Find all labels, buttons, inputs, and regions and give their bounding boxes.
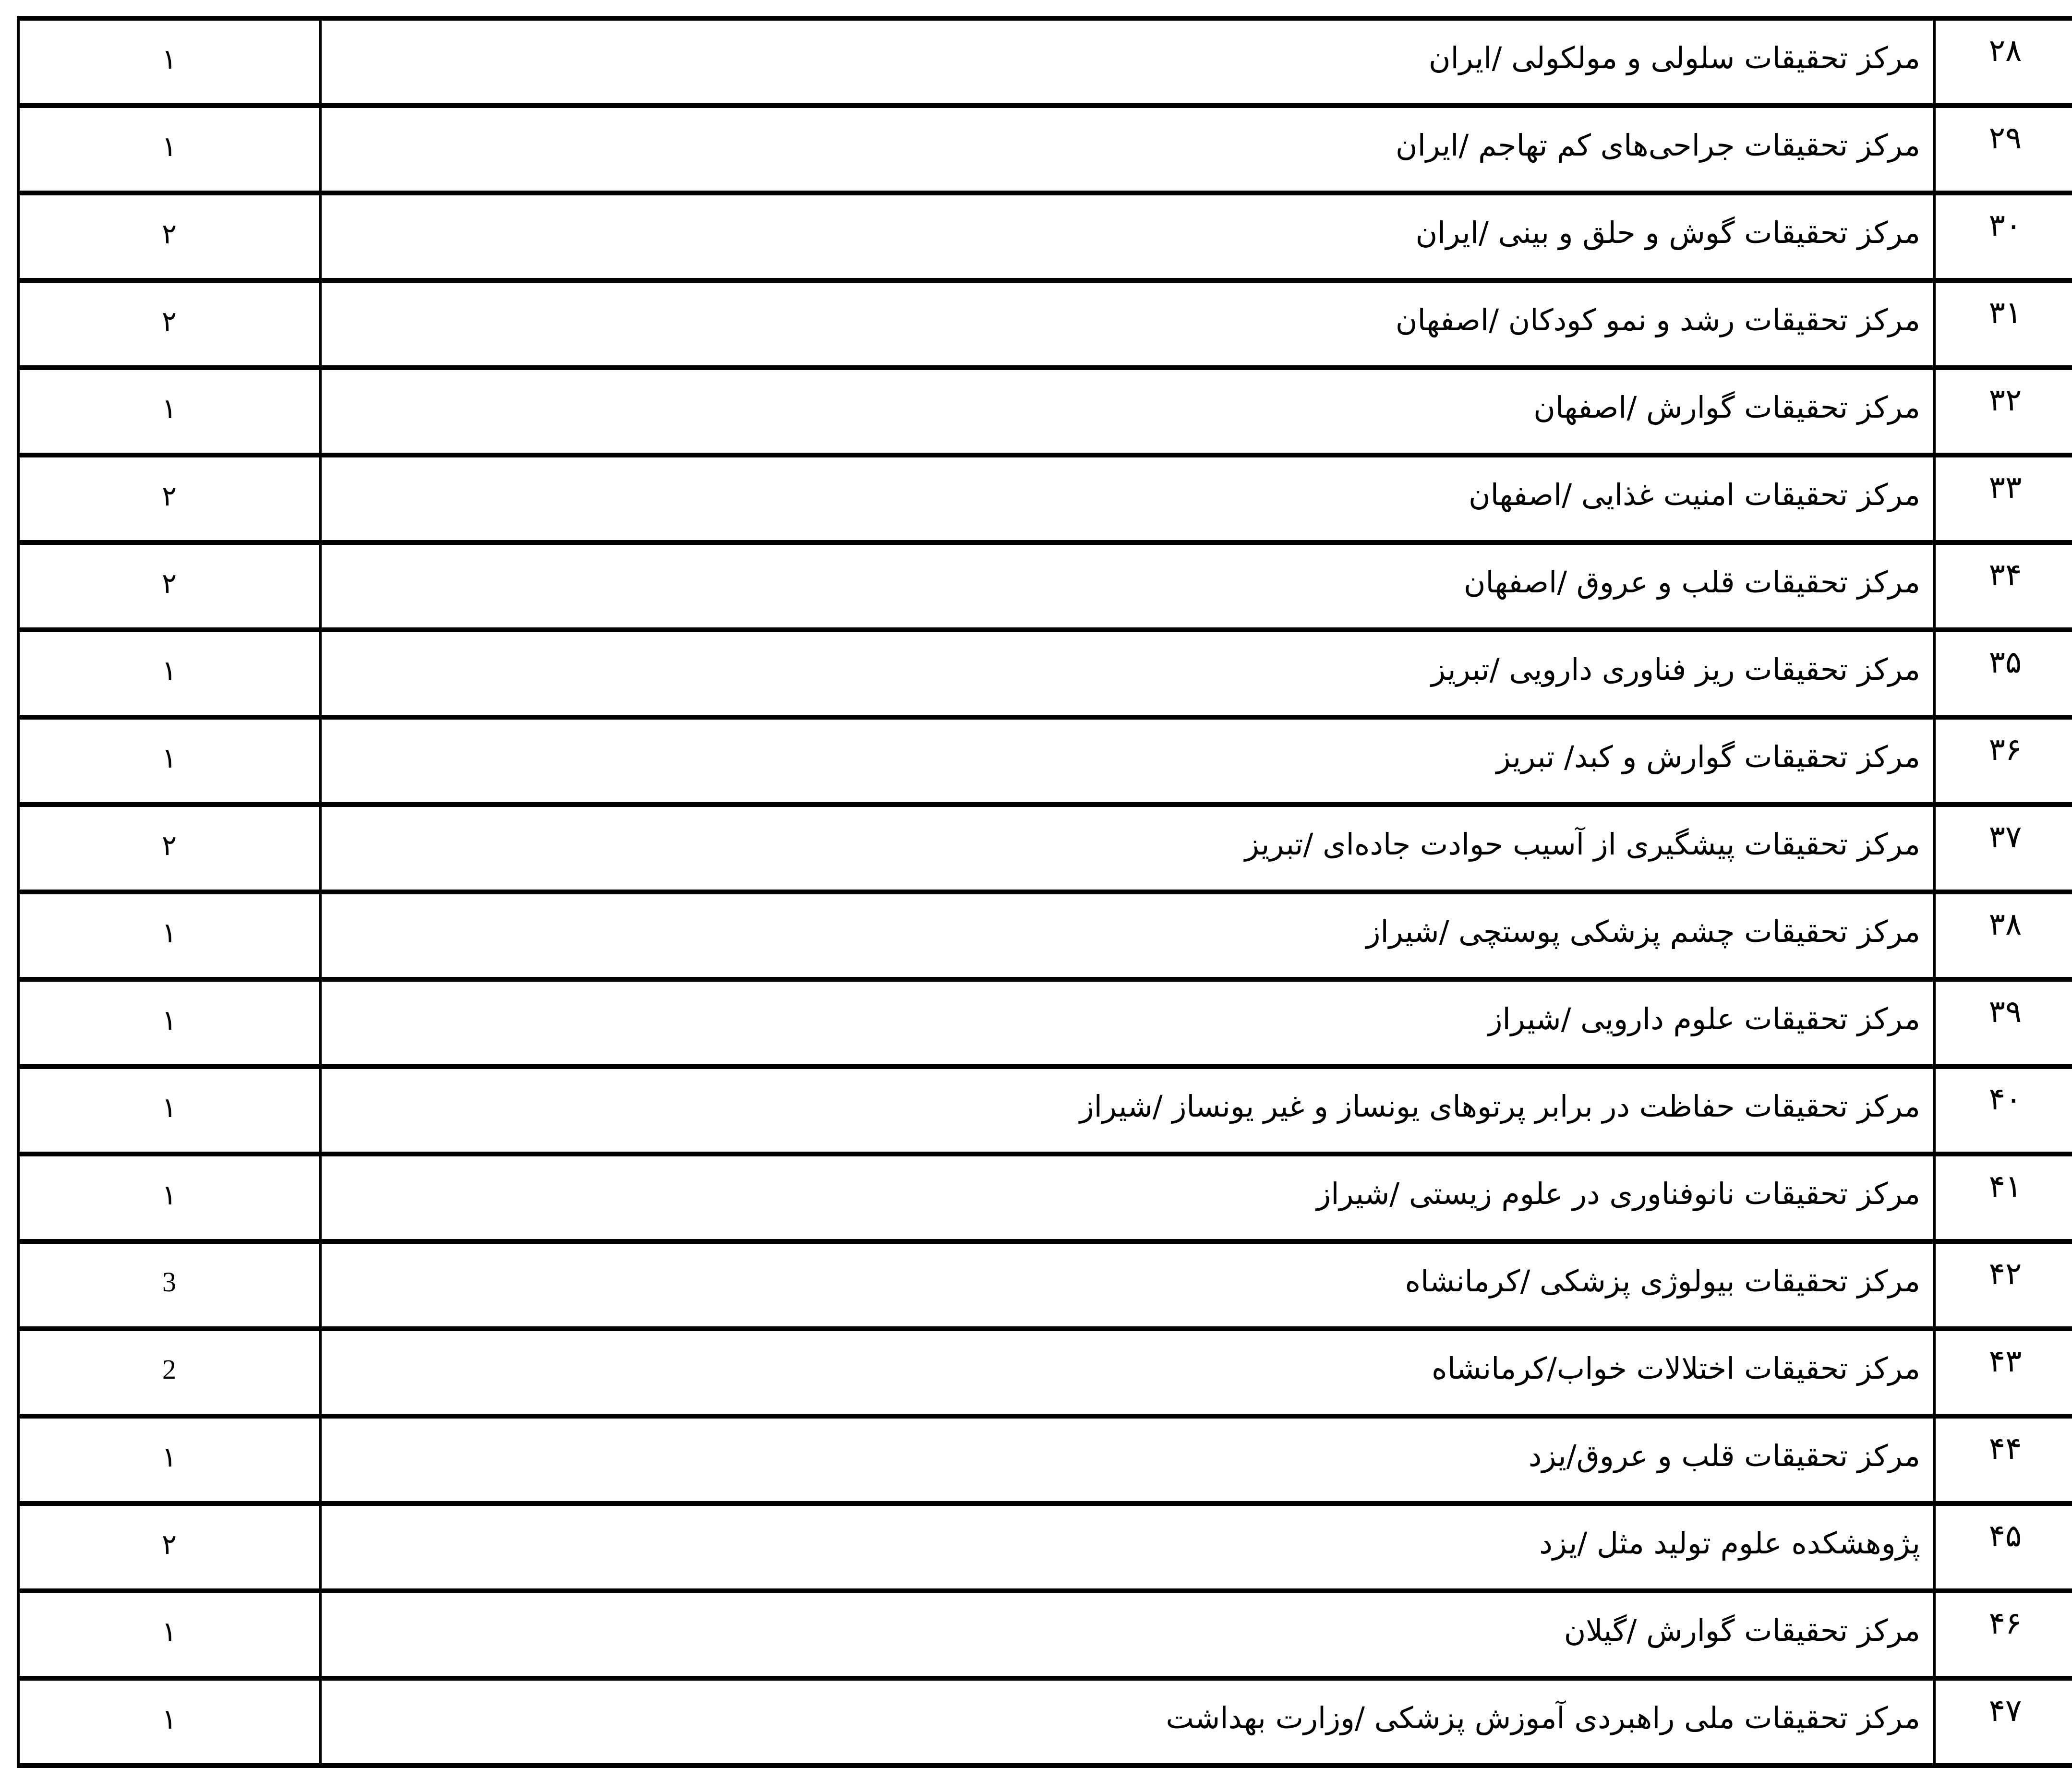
center-name-cell: مرکز تحقیقات پیشگیری از آسیب حوادت جاده‌ای /تبریز <box>320 805 1934 892</box>
table-row <box>18 542 2072 630</box>
table-row <box>18 630 2072 717</box>
count-cell: ۱ <box>18 1154 320 1241</box>
count-cell: ۱ <box>18 630 320 717</box>
table-row <box>18 106 2072 193</box>
row-number-cell: ۴۱ <box>1934 1154 2072 1241</box>
center-name-cell: مرکز تحقیقات قلب و عروق/یزد <box>320 1416 1934 1503</box>
row-number-cell: ۴۷ <box>1934 1678 2072 1766</box>
count-cell: ۲ <box>18 280 320 368</box>
table-row <box>18 1241 2072 1329</box>
table-row <box>18 280 2072 368</box>
center-name-cell: مرکز تحقیقات نانوفناوری در علوم زیستی /شیراز <box>320 1154 1934 1241</box>
count-cell: ۲ <box>18 542 320 630</box>
row-number-cell: ۳۷ <box>1934 805 2072 892</box>
row-number-cell: ۲۸ <box>1934 18 2072 106</box>
row-number-cell: ۴۴ <box>1934 1416 2072 1503</box>
table-row <box>18 805 2072 892</box>
table-row <box>18 1154 2072 1241</box>
count-cell: ۱ <box>18 717 320 805</box>
center-name-cell: مرکز تحقیقات سلولی و مولکولی /ایران <box>320 18 1934 106</box>
row-number-cell: ۲۹ <box>1934 106 2072 193</box>
count-cell: ۱ <box>18 368 320 455</box>
count-cell: ۱ <box>18 892 320 979</box>
table-row <box>18 1067 2072 1154</box>
table-row <box>18 455 2072 542</box>
row-number-cell: ۴۶ <box>1934 1591 2072 1678</box>
row-number-cell: ۳۱ <box>1934 280 2072 368</box>
row-number-cell: ۳۴ <box>1934 542 2072 630</box>
center-name-cell: مرکز تحقیقات امنیت غذایی /اصفهان <box>320 455 1934 542</box>
count-cell: 2 <box>18 1329 320 1416</box>
table-row <box>18 1503 2072 1591</box>
row-number-cell: ۴۲ <box>1934 1241 2072 1329</box>
center-name-cell: مرکز تحقیقات بیولوژی پزشکی /کرمانشاه <box>320 1241 1934 1329</box>
row-number-cell: ۴۳ <box>1934 1329 2072 1416</box>
row-number-cell: ۳۲ <box>1934 368 2072 455</box>
table-row <box>18 892 2072 979</box>
count-cell: ۱ <box>18 106 320 193</box>
center-name-cell: مرکز تحقیقات گوارش /اصفهان <box>320 368 1934 455</box>
row-number-cell: ۳۹ <box>1934 979 2072 1067</box>
table-row <box>18 717 2072 805</box>
count-cell: ۱ <box>18 1591 320 1678</box>
center-name-cell: مرکز تحقیقات ریز فناوری دارویی /تبریز <box>320 630 1934 717</box>
row-number-cell: ۴۵ <box>1934 1503 2072 1591</box>
row-number-cell: ۳۸ <box>1934 892 2072 979</box>
center-name-cell: مرکز تحقیقات گوش و حلق و بینی /ایران <box>320 193 1934 280</box>
center-name-cell: مرکز تحقیقات حفاظت در برابر پرتوهای یونساز و غیر یونساز /شیراز <box>320 1067 1934 1154</box>
row-number-cell: ۳۰ <box>1934 193 2072 280</box>
count-cell: ۲ <box>18 805 320 892</box>
table-row <box>18 18 2072 106</box>
research-centers-table <box>17 16 2072 1768</box>
table-row <box>18 368 2072 455</box>
row-number-cell: ۳۳ <box>1934 455 2072 542</box>
table-row <box>18 1678 2072 1766</box>
center-name-cell: مرکز تحقیقات ملی راهبردی آموزش پزشکی /وزارت بهداشت <box>320 1678 1934 1766</box>
row-number-cell: ۴۰ <box>1934 1067 2072 1154</box>
count-cell: ۱ <box>18 1067 320 1154</box>
center-name-cell: مرکز تحقیقات اختلالات خواب/کرمانشاه <box>320 1329 1934 1416</box>
count-cell: ۱ <box>18 1678 320 1766</box>
count-cell: ۱ <box>18 979 320 1067</box>
count-cell: ۲ <box>18 193 320 280</box>
count-cell: ۲ <box>18 455 320 542</box>
count-cell: ۲ <box>18 1503 320 1591</box>
center-name-cell: مرکز تحقیقات علوم دارویی /شیراز <box>320 979 1934 1067</box>
center-name-cell: پژوهشکده علوم تولید مثل /یزد <box>320 1503 1934 1591</box>
center-name-cell: مرکز تحقیقات قلب و عروق /اصفهان <box>320 542 1934 630</box>
center-name-cell: مرکز تحقیقات رشد و نمو کودکان /اصفهان <box>320 280 1934 368</box>
table-row <box>18 1591 2072 1678</box>
table-row <box>18 1416 2072 1503</box>
row-number-cell: ۳۶ <box>1934 717 2072 805</box>
count-cell: ۱ <box>18 1416 320 1503</box>
center-name-cell: مرکز تحقیقات جراحی‌های کم تهاجم /ایران <box>320 106 1934 193</box>
count-cell: 3 <box>18 1241 320 1329</box>
table-row <box>18 1329 2072 1416</box>
row-number-cell: ۳۵ <box>1934 630 2072 717</box>
table-row <box>18 193 2072 280</box>
table-row <box>18 979 2072 1067</box>
count-cell: ۱ <box>18 18 320 106</box>
center-name-cell: مرکز تحقیقات گوارش و کبد/ تبریز <box>320 717 1934 805</box>
center-name-cell: مرکز تحقیقات چشم پزشکی پوستچی /شیراز <box>320 892 1934 979</box>
center-name-cell: مرکز تحقیقات گوارش /گیلان <box>320 1591 1934 1678</box>
